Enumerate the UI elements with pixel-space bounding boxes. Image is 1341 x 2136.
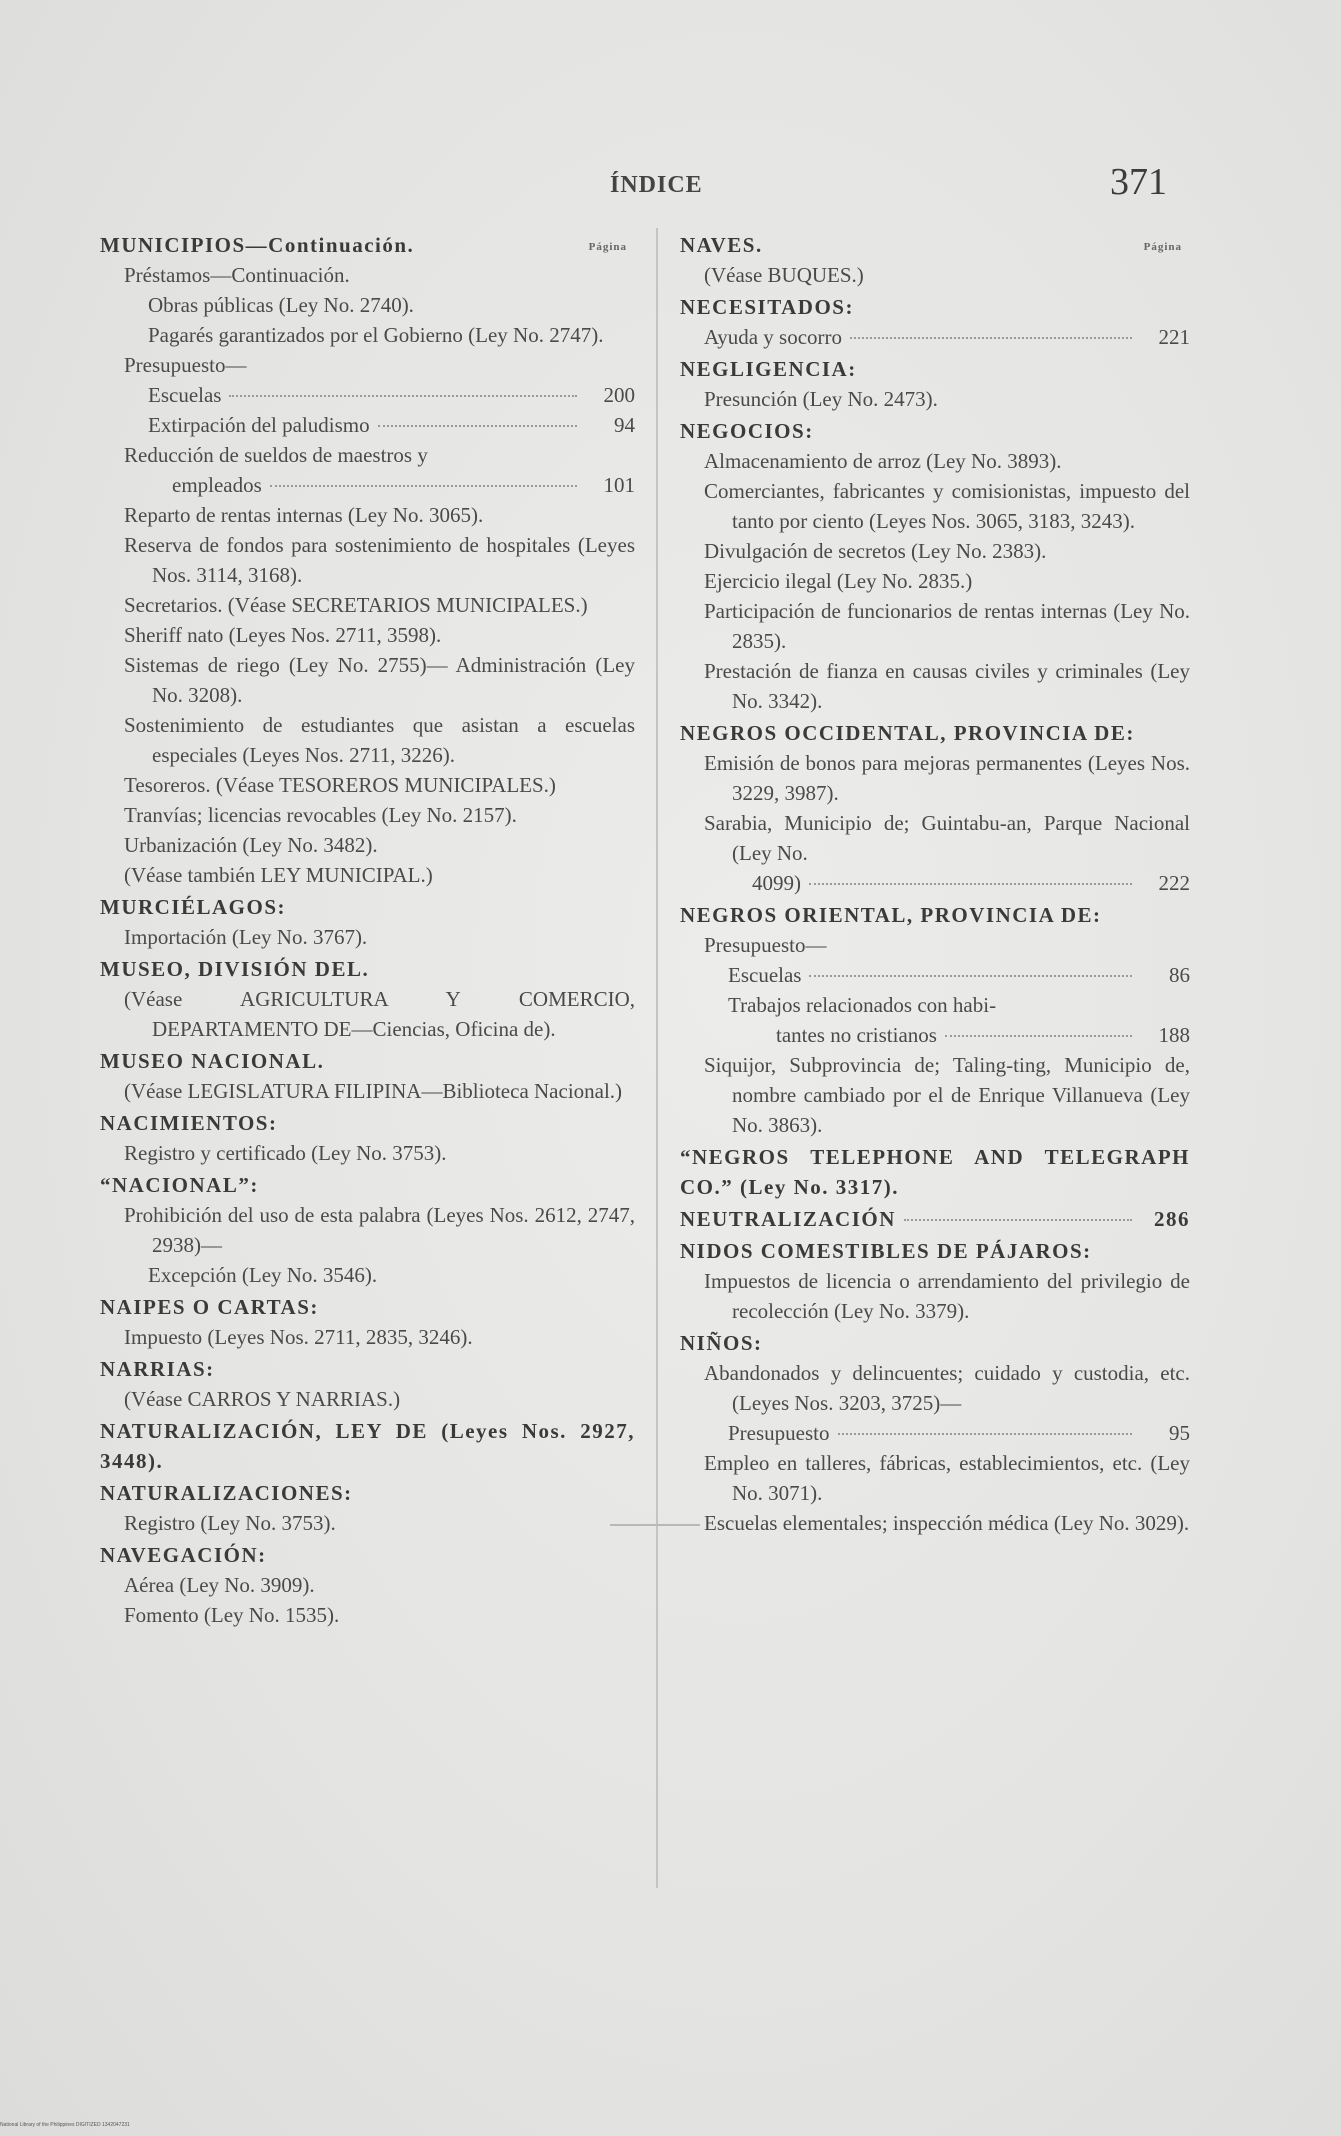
dot-leader bbox=[809, 883, 1132, 885]
index-entry: Reparto de rentas internas (Ley No. 3065). bbox=[124, 503, 484, 527]
entry-text: Ayuda y socorro bbox=[704, 325, 843, 349]
index-entry: Sistemas de riego (Ley No. 2755)— Administración (Ley No. 3208). bbox=[124, 653, 635, 707]
index-entry-with-page bbox=[100, 410, 635, 440]
index-entry: (Véase BUQUES.) bbox=[704, 263, 864, 287]
dot-leader bbox=[904, 1219, 1132, 1221]
index-heading: NARRIAS: bbox=[100, 1357, 215, 1381]
entry-text: Extirpación del paludismo bbox=[148, 413, 370, 437]
index-heading: NIDOS COMESTIBLES DE PÁJAROS: bbox=[680, 1239, 1092, 1263]
page-reference: 95 bbox=[1169, 1421, 1190, 1445]
page-number: 371 bbox=[1110, 161, 1167, 203]
index-entry: Secretarios. (Véase SECRETARIOS MUNICIPALES.) bbox=[124, 593, 588, 617]
index-heading: NEGROS ORIENTAL, PROVINCIA DE: bbox=[680, 903, 1102, 927]
index-entry: (Véase AGRICULTURA Y COMERCIO, DEPARTAMENTO DE—Ciencias, Oficina de). bbox=[124, 987, 635, 1041]
index-entry: Prestación de fianza en causas civiles y criminales (Ley No. 3342). bbox=[704, 659, 1190, 713]
index-entry: Tesoreros. (Véase TESOREROS MUNICIPALES.) bbox=[124, 773, 556, 797]
index-entry: Excepción (Ley No. 3546). bbox=[148, 1263, 378, 1287]
index-entry: Aérea (Ley No. 3909). bbox=[124, 1573, 315, 1597]
index-heading: NAVEGACIÓN: bbox=[100, 1543, 267, 1567]
dot-leader bbox=[270, 485, 577, 487]
index-entry: Obras públicas (Ley No. 2740). bbox=[148, 293, 414, 317]
index-entry: (Véase LEGISLATURA FILIPINA—Biblioteca Nacional.) bbox=[124, 1079, 623, 1103]
digitization-footer: National Library of the Philippines DIGITIZED 1342047231 bbox=[0, 2122, 130, 2128]
entry-text: empleados bbox=[172, 473, 262, 497]
index-entry-with-page bbox=[680, 868, 1190, 898]
index-entry: Reserva de fondos para sostenimiento de hospitales (Leyes Nos. 3114, 3168). bbox=[124, 533, 635, 587]
entry-text: NEUTRALIZACIÓN bbox=[680, 1207, 896, 1231]
running-head bbox=[0, 160, 1341, 204]
index-heading: NAVES. bbox=[680, 233, 763, 257]
index-entry: Préstamos—Continuación. bbox=[124, 263, 350, 287]
index-entry: Prohibición del uso de esta palabra (Leyes Nos. 2612, 2747, 2938)— bbox=[124, 1203, 635, 1257]
index-entry-with-page bbox=[680, 1204, 1190, 1234]
dot-leader bbox=[809, 975, 1132, 977]
index-heading: NACIMIENTOS: bbox=[100, 1111, 278, 1135]
index-entry: Impuesto (Leyes Nos. 2711, 2835, 3246). bbox=[124, 1325, 473, 1349]
index-entry: Trabajos relacionados con habi- bbox=[728, 993, 997, 1017]
index-entry: Presupuesto— bbox=[124, 353, 247, 377]
index-heading: NIÑOS: bbox=[680, 1331, 763, 1355]
index-entry: Registro (Ley No. 3753). bbox=[124, 1511, 336, 1535]
index-entry: Emisión de bonos para mejoras permanentes (Leyes Nos. 3229, 3987). bbox=[704, 751, 1190, 805]
dot-leader bbox=[229, 395, 577, 397]
index-entry: Abandonados y delincuentes; cuidado y custodia, etc. (Leyes Nos. 3203, 3725)— bbox=[704, 1361, 1190, 1415]
entry-text: tantes no cristianos bbox=[776, 1023, 937, 1047]
index-entry: Siquijor, Subprovincia de; Taling-ting, Municipio de, nombre cambiado por el de Enrique Villanueva (Ley No. 3863). bbox=[704, 1053, 1190, 1137]
index-entry-with-page bbox=[680, 322, 1190, 352]
dot-leader bbox=[945, 1035, 1132, 1037]
index-heading: NATURALIZACIONES: bbox=[100, 1481, 353, 1505]
index-entry: Registro y certificado (Ley No. 3753). bbox=[124, 1141, 447, 1165]
index-heading: NEGOCIOS: bbox=[680, 419, 814, 443]
index-heading: NECESITADOS: bbox=[680, 295, 854, 319]
index-entry-with-page bbox=[680, 960, 1190, 990]
index-entry: (Véase CARROS Y NARRIAS.) bbox=[124, 1387, 401, 1411]
page-reference: 200 bbox=[603, 383, 635, 407]
index-entry: Escuelas elementales; inspección médica (Ley No. 3029). bbox=[704, 1511, 1190, 1535]
page-title: ÍNDICE bbox=[610, 172, 703, 198]
page-reference: 86 bbox=[1169, 963, 1190, 987]
index-entry: Tranvías; licencias revocables (Ley No. 2157). bbox=[124, 803, 517, 827]
entry-text: Escuelas bbox=[148, 383, 222, 407]
index-column-left bbox=[100, 228, 635, 1630]
pagina-label-right: Página bbox=[1143, 241, 1182, 253]
index-entry: Divulgación de secretos (Ley No. 2383). bbox=[704, 539, 1047, 563]
index-heading: “NACIONAL”: bbox=[100, 1173, 259, 1197]
index-heading: NEGLIGENCIA: bbox=[680, 357, 857, 381]
page-reference: 286 bbox=[1154, 1207, 1190, 1231]
index-entry: Presupuesto— bbox=[704, 933, 827, 957]
entry-text: 4099) bbox=[752, 871, 801, 895]
index-entry: Urbanización (Ley No. 3482). bbox=[124, 833, 378, 857]
index-entry: Reducción de sueldos de maestros y bbox=[124, 443, 428, 467]
index-entry: Presunción (Ley No. 2473). bbox=[704, 387, 938, 411]
column-divider bbox=[656, 228, 658, 1888]
dot-leader bbox=[378, 425, 577, 427]
index-entry: Impuestos de licencia o arrendamiento del privilegio de recolección (Ley No. 3379). bbox=[704, 1269, 1190, 1323]
index-entry: Importación (Ley No. 3767). bbox=[124, 925, 368, 949]
page-reference: 188 bbox=[1158, 1023, 1190, 1047]
index-heading: MUSEO, DIVISIÓN DEL. bbox=[100, 957, 370, 981]
index-heading: NAIPES O CARTAS: bbox=[100, 1295, 319, 1319]
page-reference: 94 bbox=[614, 413, 635, 437]
index-entry-with-page bbox=[100, 470, 635, 500]
index-entry: Sarabia, Municipio de; Guintabu-an, Parque Nacional (Ley No. bbox=[704, 811, 1190, 865]
index-entry: Almacenamiento de arroz (Ley No. 3893). bbox=[704, 449, 1062, 473]
index-entry: (Véase también LEY MUNICIPAL.) bbox=[124, 863, 433, 887]
index-heading: “NEGROS TELEPHONE AND TELEGRAPH CO.” (Ley No. 3317). bbox=[680, 1145, 1190, 1199]
page-reference: 101 bbox=[603, 473, 635, 497]
index-entry: Fomento (Ley No. 1535). bbox=[124, 1603, 340, 1627]
index-entry: Ejercicio ilegal (Ley No. 2835.) bbox=[704, 569, 973, 593]
index-entry-with-page bbox=[100, 380, 635, 410]
index-entry: Sostenimiento de estudiantes que asistan a escuelas especiales (Leyes Nos. 2711, 3226). bbox=[124, 713, 635, 767]
index-heading: NEGROS OCCIDENTAL, PROVINCIA DE: bbox=[680, 721, 1135, 745]
index-heading: MUNICIPIOS—Continuación. bbox=[100, 233, 415, 257]
index-column-right bbox=[680, 228, 1190, 1538]
page-reference: 221 bbox=[1158, 325, 1190, 349]
index-entry-with-page bbox=[680, 1418, 1190, 1448]
entry-text: Presupuesto bbox=[728, 1421, 830, 1445]
index-heading: MURCIÉLAGOS: bbox=[100, 895, 287, 919]
index-entry: Pagarés garantizados por el Gobierno (Ley No. 2747). bbox=[148, 323, 604, 347]
index-entry: Sheriff nato (Leyes Nos. 2711, 3598). bbox=[124, 623, 442, 647]
dot-leader bbox=[850, 337, 1132, 339]
index-entry: Comerciantes, fabricantes y comisionistas, impuesto del tanto por ciento (Leyes Nos. 3065, 3183, 3243). bbox=[704, 479, 1190, 533]
index-entry: Empleo en talleres, fábricas, establecimientos, etc. (Ley No. 3071). bbox=[704, 1451, 1190, 1505]
dot-leader bbox=[838, 1433, 1133, 1435]
index-entry: Participación de funcionarios de rentas internas (Ley No. 2835). bbox=[704, 599, 1190, 653]
entry-text: Escuelas bbox=[728, 963, 802, 987]
index-entry-with-page bbox=[680, 1020, 1190, 1050]
pagina-label-left: Página bbox=[588, 241, 627, 253]
page-reference: 222 bbox=[1158, 871, 1190, 895]
index-heading: NATURALIZACIÓN, LEY DE (Leyes Nos. 2927, 3448). bbox=[100, 1419, 635, 1473]
index-heading: MUSEO NACIONAL. bbox=[100, 1049, 325, 1073]
